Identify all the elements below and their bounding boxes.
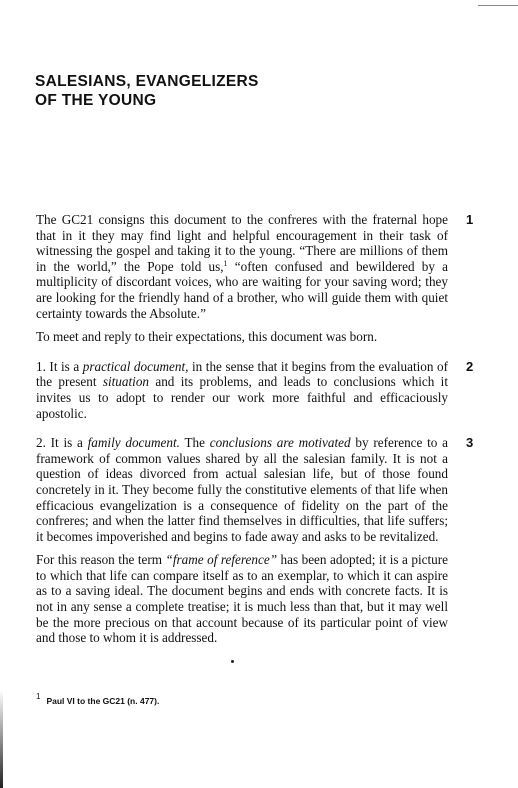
margin-number-1: 1: [466, 212, 474, 227]
paragraph-2-text-a: 1. It is a: [36, 358, 83, 374]
margin-number-2: 2: [466, 358, 474, 374]
paragraph-2: [36, 358, 474, 421]
chapter-title-line-1: SALESIANS, EVANGELIZERS: [35, 73, 259, 90]
top-rule: [478, 5, 518, 6]
paragraph-2-text-c: and its problems, and leads to conclusions which it invites us to adopt to render our work more faithful and efficaciously apostolic.: [36, 374, 448, 421]
paragraph-3: [36, 435, 474, 544]
paragraph-3-emphasis-1: family document.: [87, 435, 180, 451]
paragraph-1-text-b: “often confused and bewildered by a multiplicity of discordant voices, who are waiting for your saving word; they are looking for the friendly hand of a brother, who will guide them with quiet certainty towards the Absolute.”: [36, 258, 448, 321]
paragraph-2-emphasis-2: situation: [102, 374, 150, 390]
paragraph-1: [36, 212, 474, 321]
footnote-text: Paul VI to the GC21 (n. 477).: [46, 696, 160, 706]
paragraph-4-text-b: has been adopted; it is a picture to which that life can compare itself as to an exemplar, to which it can aspire as to a saving ideal. The document begins and ends with concrete facts. It is not in any sense a complete treatise; it is much less than that, but it may well be the more precious on that account because of its particular point of view and those to whom it is addressed.: [36, 552, 448, 646]
paragraph-4-emphasis: “frame of reference”: [165, 552, 278, 568]
paragraph-1-text-a: The GC21 consigns this document to the confreres with the fraternal hope that in it they may find light and helpful encouragement in their task of witnessing the gospel and taking it to the young. “There are millions of them in the world,” the Pope told us,: [36, 212, 448, 274]
paragraph-4-text-a: For this reason the term: [36, 552, 166, 568]
page-edge-shadow: [0, 690, 3, 788]
paragraph-3-emphasis-2: conclusions are motivated: [209, 435, 351, 451]
body-text: [36, 212, 474, 654]
paragraph-3-text-c: by reference to a framework of common values shared by all the salesian family. It is not a question of ideas divorced from actual salesian life, but of those found concretely in it. They become fully the constitutive elements of that life when efficacious evangelization is a consequence of fidelity on the part of the confreres; and when the latter find themselves in difficulties, that life suffers; it becomes impoverished and begins to fade away and asks to be revitalized.: [36, 435, 448, 544]
paragraph-3-text-a: 2. It is a: [36, 435, 88, 451]
footnote: [36, 692, 448, 706]
paragraph-3-text-b: The: [179, 435, 210, 451]
chapter-title: [35, 72, 365, 110]
footnote-ref: 1: [223, 258, 228, 268]
chapter-title-line-2: OF THE YOUNG: [35, 92, 157, 109]
margin-number-3: 3: [466, 435, 474, 451]
stray-mark: [231, 660, 234, 663]
paragraph-4: [36, 552, 448, 646]
paragraph-2-text-b: in the sense that it begins from the evaluation of the present: [36, 358, 448, 390]
footnote-marker: 1: [36, 692, 41, 701]
paragraph-2-emphasis-1: practical document,: [82, 358, 189, 374]
paragraph-born: To meet and reply to their expectations, this document was born.: [36, 329, 378, 345]
